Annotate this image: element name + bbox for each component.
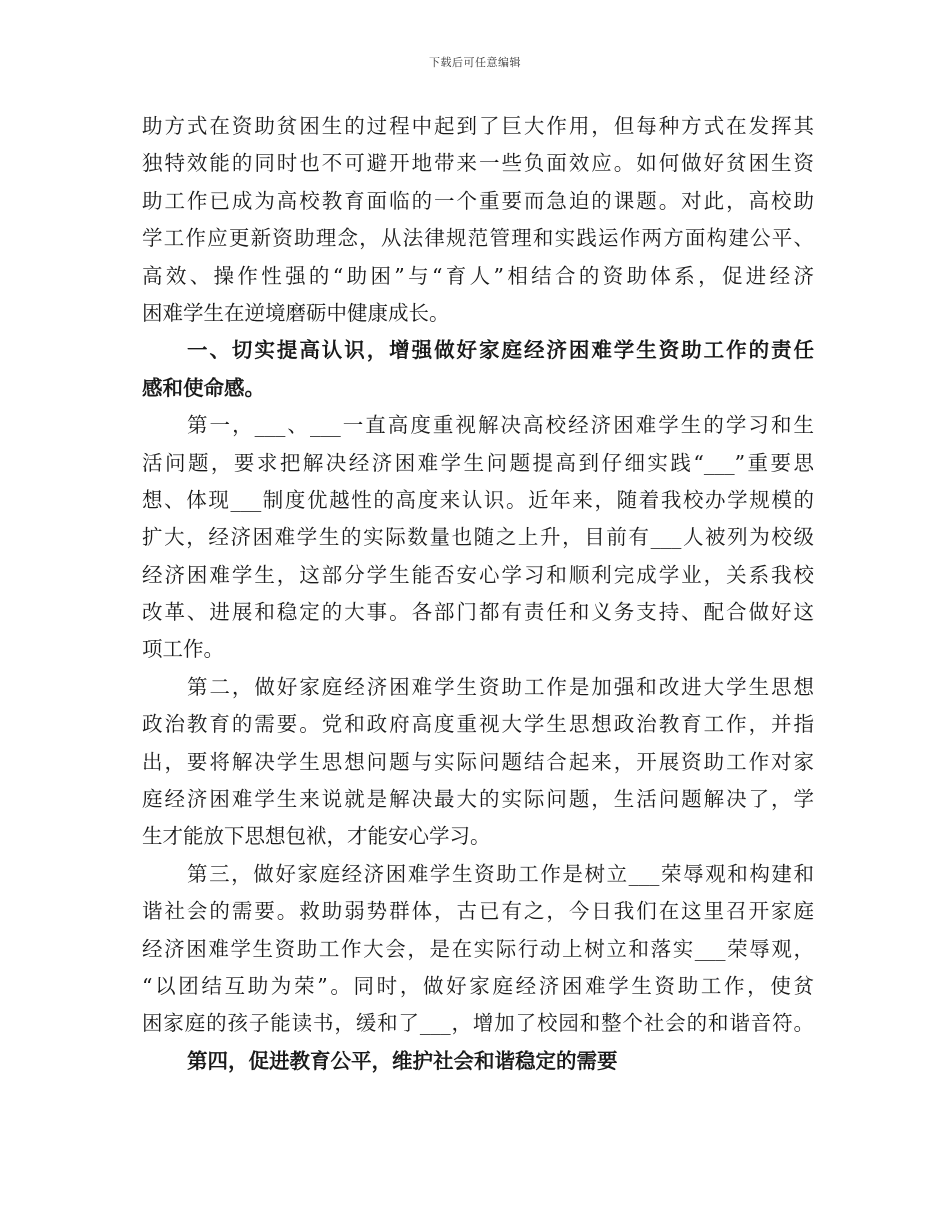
body-text-line: 庭经济困难学生来说就是解决最大的实际问题，生活问题解决了，学 — [142, 787, 814, 812]
section-heading-line: 感和使命感。 — [142, 375, 265, 400]
section-heading-line: 一、切实提高认识，增强做好家庭经济困难学生资助工作的责任 — [187, 338, 814, 363]
body-text-line: 第二，做好家庭经济困难学生资助工作是加强和改进大学生思想 — [187, 674, 814, 699]
body-text-line: 困家庭的孩子能读书，缓和了___，增加了校园和整个社会的和谐音符。 — [142, 1011, 814, 1036]
body-text-line: 高效、操作性强的“助困”与“育人”相结合的资助体系，促进经济 — [142, 263, 814, 288]
body-text-line: 学工作应更新资助理念，从法律规范管理和实践运作两方面构建公平、 — [142, 226, 814, 251]
page-header: 下载后可任意编辑 — [429, 56, 521, 69]
body-text-line: 第一，___、___一直高度重视解决高校经济困难学生的学习和生 — [187, 413, 814, 438]
body-text-line: 改革、进展和稳定的大事。各部门都有责任和义务支持、配合做好这 — [142, 600, 814, 625]
body-text-line: 经济困难学生，这部分学生能否安心学习和顺利完成学业，关系我校 — [142, 562, 814, 587]
body-text-line: 政治教育的需要。党和政府高度重视大学生思想政治教育工作，并指 — [142, 712, 814, 737]
body-text-line: 出，要将解决学生思想问题与实际问题结合起来，开展资助工作对家 — [142, 749, 814, 774]
body-text-line: 独特效能的同时也不可避开地带来一些负面效应。如何做好贫困生资 — [142, 151, 814, 176]
body-text-line: 经济困难学生资助工作大会，是在实际行动上树立和落实___荣辱观， — [142, 936, 814, 961]
body-text-line: 活问题，要求把解决经济困难学生问题提高到仔细实践“___”重要思 — [142, 450, 814, 475]
body-text-line: 助方式在资助贫困生的过程中起到了巨大作用，但每种方式在发挥其 — [142, 114, 814, 138]
body-text-line: 扩大，经济困难学生的实际数量也随之上升，目前有___人被列为校级 — [142, 525, 814, 550]
body-text-line: 第三，做好家庭经济困难学生资助工作是树立___荣辱观和构建和 — [187, 861, 814, 886]
body-text-line: “以团结互助为荣”。同时，做好家庭经济困难学生资助工作，使贫 — [142, 973, 814, 998]
body-text-line: 助工作已成为高校教育面临的一个重要而急迫的课题。对此，高校助 — [142, 188, 814, 213]
body-text-line: 项工作。 — [142, 637, 224, 662]
body-text-line: 生才能放下思想包袱，才能安心学习。 — [142, 824, 491, 849]
body-text-line: 想、体现___制度优越性的高度来认识。近年来，随着我校办学规模的 — [142, 487, 814, 512]
body-text-line: 困难学生在逆境磨砺中健康成长。 — [142, 300, 450, 325]
section-heading-line: 第四，促进教育公平，维护社会和谐稳定的需要 — [187, 1048, 618, 1073]
body-text-line: 谐社会的需要。救助弱势群体，古已有之，今日我们在这里召开家庭 — [142, 899, 814, 924]
document-body — [142, 108, 814, 1080]
